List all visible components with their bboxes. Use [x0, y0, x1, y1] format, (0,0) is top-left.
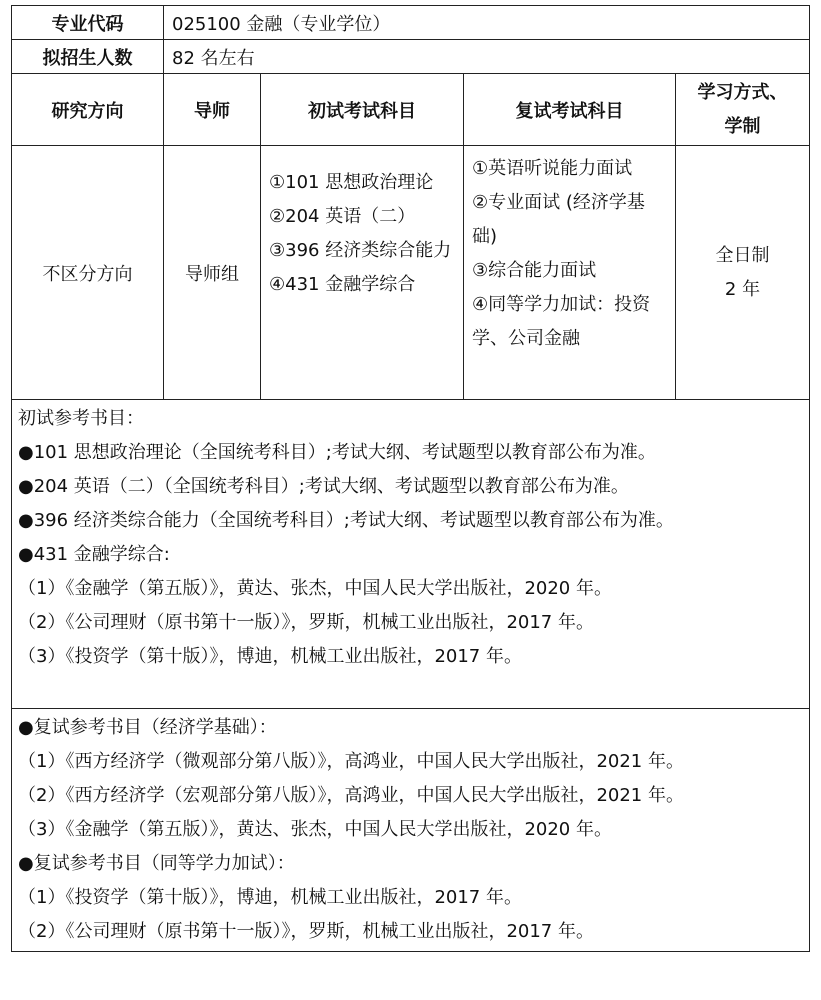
col-advisor: 导师	[164, 74, 261, 146]
preliminary-refs-cell	[12, 400, 810, 709]
col-retest: 复试考试科目	[464, 74, 676, 146]
program-table	[11, 5, 810, 952]
retest-subject: ④同等学力加试：投资学、公司金融	[472, 294, 651, 349]
ref-book: （3）《金融学（第五版）》，黄达、张杰，中国人民大学出版社，2020 年。	[18, 819, 612, 840]
col-study-mode-line2: 学制	[724, 115, 761, 137]
study-mode-years: 2 年	[724, 278, 761, 300]
ref-item: ●431 金融学综合:	[18, 544, 170, 565]
ref-book: （1）《金融学（第五版）》，黄达、张杰，中国人民大学出版社，2020 年。	[18, 578, 612, 599]
major-code-value: 025100 金融（专业学位）	[164, 6, 810, 40]
advisor-cell: 导师组	[164, 146, 261, 400]
ref-item: ●396 经济类综合能力（全国统考科目）;考试大纲、考试题型以教育部公布为准。	[18, 510, 674, 531]
col-study-mode-line1: 学习方式、	[697, 81, 788, 103]
ref-book: （2）《公司理财（原书第十一版）》，罗斯，机械工业出版社，2017 年。	[18, 612, 594, 633]
major-code-label: 专业代码	[12, 6, 164, 40]
direction-cell: 不区分方向	[12, 146, 164, 400]
preliminary-subject: ①101 思想政治理论	[269, 172, 434, 193]
ref-heading: ●复试参考书目（同等学力加试）：	[18, 853, 295, 874]
ref-item: ●101 思想政治理论（全国统考科目）;考试大纲、考试题型以教育部公布为准。	[18, 442, 656, 463]
ref-book: （3）《投资学（第十版）》，博迪，机械工业出版社，2017 年。	[18, 646, 522, 667]
column-header-row	[12, 74, 810, 146]
col-direction: 研究方向	[12, 74, 164, 146]
col-study-mode	[676, 74, 810, 146]
retest-subjects-cell	[464, 146, 676, 400]
retest-refs-row	[12, 709, 810, 952]
ref-book: （2）《公司理财（原书第十一版）》，罗斯，机械工业出版社，2017 年。	[18, 921, 594, 942]
ref-book: （1）《投资学（第十版）》，博迪，机械工业出版社，2017 年。	[18, 887, 522, 908]
enrollment-row	[12, 40, 810, 74]
retest-subject: ①英语听说能力面试	[472, 158, 633, 179]
ref-book: （2）《西方经济学（宏观部分第八版）》，高鸿业，中国人民大学出版社，2021 年。	[18, 785, 684, 806]
enrollment-value: 82 名左右	[164, 40, 810, 74]
retest-subject: ②专业面试 (经济学基础)	[472, 192, 645, 247]
study-mode-cell	[676, 146, 810, 400]
ref-item: ●204 英语（二）（全国统考科目）;考试大纲、考试题型以教育部公布为准。	[18, 476, 629, 497]
preliminary-subject: ②204 英语（二）	[269, 206, 416, 227]
enrollment-label: 拟招生人数	[12, 40, 164, 74]
col-preliminary: 初试考试科目	[261, 74, 464, 146]
retest-subject: ③综合能力面试	[472, 260, 597, 281]
program-row	[12, 146, 810, 400]
preliminary-subject: ③396 经济类综合能力	[269, 240, 452, 261]
preliminary-refs-row	[12, 400, 810, 709]
preliminary-subjects-cell	[261, 146, 464, 400]
major-code-row	[12, 6, 810, 40]
study-mode-type: 全日制	[715, 244, 770, 266]
retest-refs-cell	[12, 709, 810, 952]
ref-heading: 初试参考书目：	[18, 408, 144, 429]
preliminary-subject: ④431 金融学综合	[269, 274, 416, 295]
ref-book: （1）《西方经济学（微观部分第八版）》，高鸿业，中国人民大学出版社，2021 年。	[18, 751, 684, 772]
ref-heading: ●复试参考书目（经济学基础）：	[18, 717, 277, 738]
